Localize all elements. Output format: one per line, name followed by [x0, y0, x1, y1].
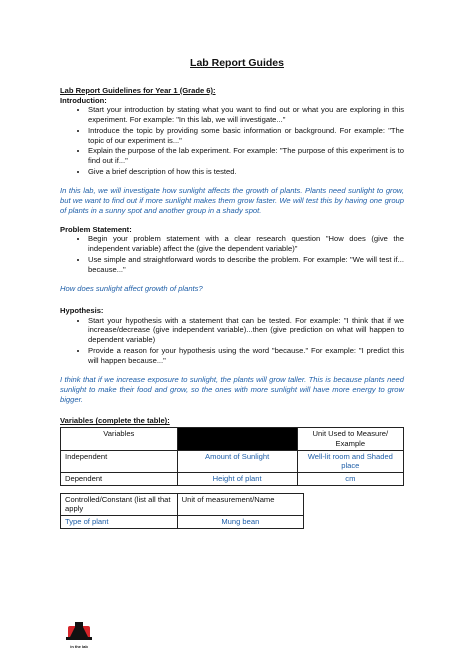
guidelines-subtitle: Lab Report Guidelines for Year 1 (Grade 6): — [60, 86, 216, 95]
table-row — [61, 516, 304, 529]
introduction-example: In this lab, we will investigate how sunlight affects the growth of plants. Plants need sunlight to grow, but we want to find out if more sunlight makes them grow faster. We will test this by having one group of plants in a sunny spot and another group in a shady spot. — [60, 186, 404, 215]
row-unit[interactable]: cm — [297, 473, 403, 486]
hypothesis-heading: Hypothesis: — [60, 305, 104, 315]
table-row — [61, 428, 404, 450]
document-content — [60, 86, 404, 529]
list-item: • Give a brief description of how this is tested. — [88, 167, 404, 177]
list-item: • Use simple and straightforward words to describe the problem. For example: "We will test if... because..." — [88, 255, 404, 274]
list-item: • Introduce the topic by providing some basic information or background. For example: "The topic of our experiment is..." — [88, 126, 404, 145]
document-title: Lab Report Guides — [190, 57, 284, 69]
table-row — [61, 473, 404, 486]
introduction-heading: Introduction: — [60, 95, 107, 105]
controlled-header-label: Controlled/Constant (list all that apply — [61, 493, 178, 515]
controlled-row-value[interactable]: Mung bean — [177, 516, 303, 529]
table-row — [61, 450, 404, 472]
hypothesis-list — [60, 316, 404, 366]
problem-list — [60, 234, 404, 274]
problem-heading: Problem Statement: — [60, 224, 132, 234]
row-value[interactable]: Height of plant — [177, 473, 297, 486]
row-value[interactable]: Amount of Sunlight — [177, 450, 297, 472]
flask-logo-icon — [62, 620, 96, 644]
list-item: • Start your introduction by stating what you want to find out or what you are exploring in this experiment. For example: "In this lab, we will investigate..." — [88, 105, 404, 124]
problem-example: How does sunlight affect growth of plants? — [60, 284, 203, 294]
row-unit[interactable]: Well-lit room and Shaded place — [297, 450, 403, 472]
controlled-table — [60, 493, 304, 529]
hypothesis-example: I think that if we increase exposure to sunlight, the plants will grow taller. This is because plants need sunlight to make their food and grow, so the ones with more sunlight will have more energy to grow bigger. — [60, 375, 404, 404]
list-item: • Start your hypothesis with a statement that can be tested. For example: "I think that if we increase/decrease (give independent variable)...then (give prediction on what will happen to dependent variable) — [88, 316, 404, 345]
controlled-row-label[interactable]: Type of plant — [61, 516, 178, 529]
header-unit: Unit Used to Measure/ Example — [297, 428, 403, 450]
logo-text: in the lab — [70, 644, 88, 649]
table-row — [61, 493, 304, 515]
header-blank — [177, 428, 297, 450]
row-label: Dependent — [61, 473, 178, 486]
introduction-list — [60, 105, 404, 176]
row-label: Independent — [61, 450, 178, 472]
controlled-header-unit: Unit of measurement/Name — [177, 493, 303, 515]
variables-heading: Variables (complete the table): — [60, 416, 170, 426]
list-item: • Begin your problem statement with a clear research question "How does (give the independent variable) affect the (give the dependent variable)" — [88, 234, 404, 253]
header-variables: Variables — [61, 428, 178, 450]
list-item: • Provide a reason for your hypothesis using the word "because." For example: "I predict this will happen because..." — [88, 346, 404, 365]
list-item: • Explain the purpose of the lab experiment. For example: "The purpose of this experiment is to find out if..." — [88, 146, 404, 165]
variables-table — [60, 427, 404, 486]
logo — [62, 620, 96, 648]
